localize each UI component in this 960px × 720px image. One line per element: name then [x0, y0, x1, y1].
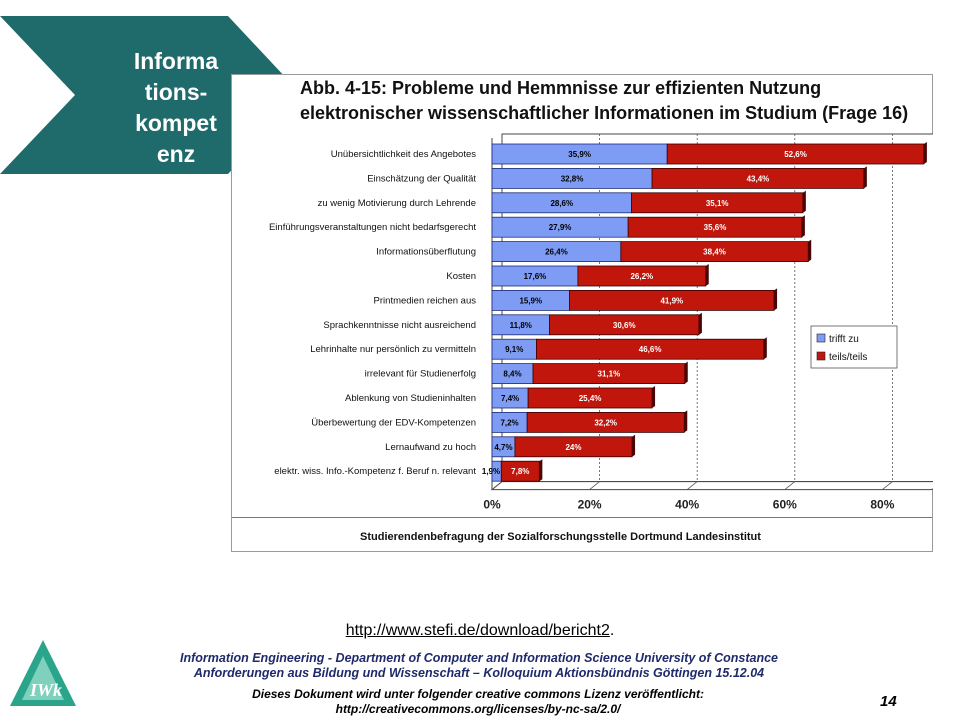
data-label-teils-teils: 26,2% — [630, 272, 654, 281]
data-label-trifft-zu: 35,9% — [568, 150, 591, 159]
category-label: Sprachkenntnisse nicht ausreichend — [323, 319, 476, 331]
data-label-trifft-zu: 1,9% — [481, 467, 501, 477]
x-tick-label: 40% — [675, 497, 700, 512]
data-label-trifft-zu: 28,6% — [550, 198, 574, 208]
category-label: Lehrinhalte nur persönlich zu vermitteln — [310, 344, 476, 356]
license-notice — [150, 687, 806, 717]
source-link[interactable]: http://www.stefi.de/download/bericht2 — [345, 622, 610, 639]
data-label-trifft-zu: 7,2% — [500, 418, 519, 428]
bar-side — [699, 313, 702, 335]
plot-floor — [492, 482, 933, 490]
bar-side — [684, 410, 687, 432]
logo-text: IWk — [30, 680, 63, 700]
category-label: Einschätzung der Qualität — [367, 173, 476, 185]
footer — [96, 651, 862, 681]
bar-side — [632, 435, 635, 457]
data-label-trifft-zu: 15,9% — [519, 296, 543, 306]
page-number: 14 — [880, 693, 897, 710]
bar-side — [774, 288, 777, 310]
data-label-teils-teils: 46,6% — [638, 345, 662, 355]
footer-line-1: Information Engineering - Department of Computer and Information Science University of Constance — [180, 651, 778, 665]
category-label: Kosten — [446, 271, 476, 282]
bar-side — [924, 142, 927, 164]
bar-side — [802, 215, 805, 237]
data-label-teils-teils: 24% — [565, 442, 582, 452]
x-tick-label: 0% — [483, 497, 501, 512]
bar-side — [685, 362, 688, 384]
legend-label: teils/teils — [829, 352, 868, 363]
bar-side — [706, 264, 709, 286]
legend-label: trifft zu — [829, 334, 859, 345]
data-label-trifft-zu: 11,8% — [509, 320, 532, 330]
data-label-teils-teils: 30,6% — [612, 320, 636, 330]
license-line-1: Dieses Dokument wird unter folgender creative commons Lizenz veröffentlicht: — [252, 687, 704, 701]
category-label: elektr. wiss. Info.-Kompetenz f. Beruf n. relevant — [274, 466, 476, 478]
chart-title: Abb. 4-15: Probleme und Hemmnisse zur effizienten Nutzung elektronischer wissenschaftlicher Informationen im Studium (Frage 16) — [300, 78, 909, 123]
footer-line-2: Anforderungen aus Bildung und Wissenschaft – Kolloquium Aktionsbündnis Göttingen 15.12.04 — [193, 666, 765, 680]
x-tick-label: 20% — [577, 497, 602, 512]
data-label-teils-teils: 38,4% — [703, 247, 726, 257]
iwk-logo — [8, 638, 78, 708]
bar-chart — [231, 130, 933, 520]
category-label: Ablenkung von Studieninhalten — [345, 393, 476, 404]
data-label-trifft-zu: 8,4% — [503, 369, 522, 379]
x-tick-label: 80% — [870, 497, 895, 512]
data-label-teils-teils: 7,8% — [511, 467, 530, 477]
license-line-2: http://creativecommons.org/licenses/by-nc-sa/2.0/ — [335, 702, 621, 716]
data-label-teils-teils: 31,1% — [597, 369, 621, 379]
data-label-teils-teils: 35,1% — [705, 198, 729, 208]
data-label-trifft-zu: 7,4% — [500, 394, 520, 403]
x-tick-label: 60% — [772, 497, 797, 512]
link-suffix: . — [609, 622, 615, 639]
source-link-line — [0, 622, 960, 640]
data-label-teils-teils: 35,6% — [703, 223, 727, 233]
data-label-trifft-zu: 4,7% — [494, 442, 513, 452]
data-label-trifft-zu: 32,8% — [560, 174, 584, 184]
category-label: Unübersichtlichkeit des Angebotes — [330, 149, 476, 160]
bar-side — [864, 166, 867, 188]
legend-swatch — [817, 352, 825, 360]
legend-swatch — [817, 334, 825, 342]
category-label: Printmedien reichen aus — [373, 295, 476, 307]
category-label: Informationsüberflutung — [376, 246, 476, 258]
data-label-teils-teils: 52,6% — [784, 150, 807, 159]
bar-side — [652, 386, 655, 408]
data-label-trifft-zu: 17,6% — [523, 272, 547, 281]
bar-side — [808, 240, 811, 262]
data-label-trifft-zu: 27,9% — [548, 223, 572, 233]
bar-side — [803, 191, 806, 213]
data-label-trifft-zu: 26,4% — [545, 247, 568, 257]
category-label: Überbewertung der EDV-Kompetenzen — [311, 417, 476, 429]
chart-source: Studierendenbefragung der Sozialforschungsstelle Dortmund Landesinstitut — [360, 531, 761, 543]
category-label: Lernaufwand zu hoch — [385, 441, 476, 453]
data-label-teils-teils: 32,2% — [594, 418, 618, 428]
data-label-teils-teils: 41,9% — [660, 296, 684, 306]
data-label-trifft-zu: 9,1% — [505, 345, 524, 355]
bar-side — [539, 459, 542, 481]
data-label-teils-teils: 43,4% — [746, 174, 770, 184]
bar-side — [764, 337, 767, 359]
category-label: zu wenig Motivierung durch Lehrende — [317, 197, 476, 209]
data-label-teils-teils: 25,4% — [578, 394, 602, 403]
category-label: Einführungsveranstaltungen nicht bedarfsgerecht — [268, 222, 476, 234]
category-label: irrelevant für Studienerfolg — [364, 368, 476, 380]
section-title: Informa tions- kompet enz — [133, 48, 219, 167]
source-divider — [232, 517, 932, 518]
